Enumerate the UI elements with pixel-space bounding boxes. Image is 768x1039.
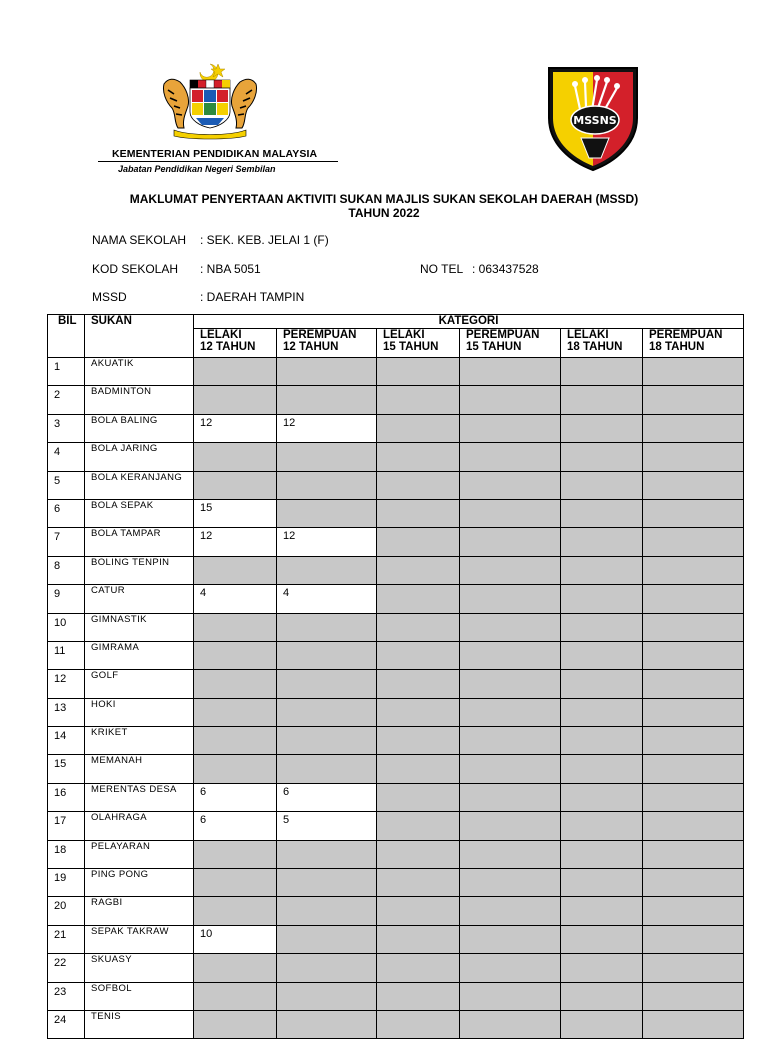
entry-cell bbox=[460, 982, 561, 1010]
entry-cell bbox=[277, 727, 377, 755]
entry-cell bbox=[460, 670, 561, 698]
sport-name: HOKI bbox=[85, 698, 194, 726]
row-number: 18 bbox=[48, 840, 85, 868]
table-row bbox=[48, 528, 744, 556]
mssns-shield-logo bbox=[545, 62, 641, 174]
table-row bbox=[48, 443, 744, 471]
entry-cell bbox=[643, 869, 744, 897]
entry-cell bbox=[460, 869, 561, 897]
row-number: 6 bbox=[48, 499, 85, 527]
category-header bbox=[377, 329, 460, 358]
category-label-line1: PEREMPUAN bbox=[466, 329, 540, 341]
entry-cell bbox=[561, 471, 643, 499]
entry-cell bbox=[561, 528, 643, 556]
entry-cell bbox=[643, 925, 744, 953]
entry-cell bbox=[377, 386, 460, 414]
entry-cell bbox=[561, 869, 643, 897]
entry-cell bbox=[643, 613, 744, 641]
entry-cell bbox=[460, 613, 561, 641]
row-number: 10 bbox=[48, 613, 85, 641]
entry-cell bbox=[561, 783, 643, 811]
entry-cell bbox=[561, 499, 643, 527]
entry-cell bbox=[643, 585, 744, 613]
entry-cell bbox=[277, 613, 377, 641]
participation-table bbox=[47, 314, 744, 1039]
entry-cell bbox=[194, 727, 277, 755]
entry-cell bbox=[194, 613, 277, 641]
sport-name: BOLING TENPIN bbox=[85, 556, 194, 584]
row-number: 11 bbox=[48, 641, 85, 669]
sport-name: TENIS bbox=[85, 1010, 194, 1038]
entry-cell bbox=[194, 358, 277, 386]
sport-name: GIMRAMA bbox=[85, 641, 194, 669]
entry-cell bbox=[377, 528, 460, 556]
entry-cell bbox=[377, 783, 460, 811]
category-label-line1: PEREMPUAN bbox=[283, 329, 357, 341]
entry-cell bbox=[377, 925, 460, 953]
entry-cell bbox=[277, 869, 377, 897]
entry-cell bbox=[277, 358, 377, 386]
sport-name: PING PONG bbox=[85, 869, 194, 897]
entry-cell bbox=[194, 869, 277, 897]
entry-cell bbox=[377, 1010, 460, 1038]
entry-cell bbox=[643, 982, 744, 1010]
entry-cell bbox=[561, 613, 643, 641]
entry-cell bbox=[460, 812, 561, 840]
table-row bbox=[48, 783, 744, 811]
entry-cell bbox=[194, 471, 277, 499]
entry-cell bbox=[643, 641, 744, 669]
entry-cell: 6 bbox=[194, 812, 277, 840]
entry-cell bbox=[377, 358, 460, 386]
entry-cell bbox=[643, 414, 744, 442]
category-header bbox=[643, 329, 744, 358]
entry-cell bbox=[277, 386, 377, 414]
entry-cell bbox=[460, 1010, 561, 1038]
sport-name: GOLF bbox=[85, 670, 194, 698]
table-row bbox=[48, 897, 744, 925]
entry-cell: 12 bbox=[277, 528, 377, 556]
entry-cell bbox=[277, 840, 377, 868]
entry-cell bbox=[643, 471, 744, 499]
entry-cell bbox=[460, 471, 561, 499]
header-kategori: KATEGORI bbox=[194, 315, 744, 329]
entry-cell bbox=[460, 755, 561, 783]
entry-cell bbox=[277, 670, 377, 698]
entry-cell: 12 bbox=[277, 414, 377, 442]
sport-name: SOFBOL bbox=[85, 982, 194, 1010]
row-number: 13 bbox=[48, 698, 85, 726]
entry-cell bbox=[561, 954, 643, 982]
entry-cell bbox=[561, 840, 643, 868]
sport-name: OLAHRAGA bbox=[85, 812, 194, 840]
entry-cell: 10 bbox=[194, 925, 277, 953]
entry-cell bbox=[194, 386, 277, 414]
table-row bbox=[48, 585, 744, 613]
entry-cell bbox=[460, 414, 561, 442]
table-row bbox=[48, 869, 744, 897]
sport-name: MEMANAH bbox=[85, 755, 194, 783]
entry-cell bbox=[460, 727, 561, 755]
entry-cell bbox=[377, 812, 460, 840]
sport-name: BOLA JARING bbox=[85, 443, 194, 471]
row-number: 7 bbox=[48, 528, 85, 556]
entry-cell bbox=[561, 812, 643, 840]
entry-cell: 12 bbox=[194, 528, 277, 556]
entry-cell bbox=[377, 585, 460, 613]
entry-cell bbox=[377, 613, 460, 641]
table-row bbox=[48, 727, 744, 755]
entry-cell bbox=[377, 556, 460, 584]
entry-cell bbox=[460, 954, 561, 982]
entry-cell bbox=[277, 925, 377, 953]
row-number: 3 bbox=[48, 414, 85, 442]
entry-cell bbox=[643, 386, 744, 414]
category-label-line2: 15 TAHUN bbox=[466, 341, 522, 353]
entry-cell bbox=[460, 925, 561, 953]
entry-cell bbox=[194, 982, 277, 1010]
entry-cell bbox=[277, 897, 377, 925]
category-header bbox=[194, 329, 277, 358]
sport-name: KRIKET bbox=[85, 727, 194, 755]
entry-cell bbox=[561, 585, 643, 613]
entry-cell bbox=[643, 1010, 744, 1038]
row-number: 1 bbox=[48, 358, 85, 386]
entry-cell bbox=[460, 585, 561, 613]
ministry-heading bbox=[98, 148, 338, 174]
mssns-logo-text: MSSNS bbox=[573, 114, 617, 127]
entry-cell bbox=[277, 471, 377, 499]
category-header bbox=[561, 329, 643, 358]
sport-name: BOLA KERANJANG bbox=[85, 471, 194, 499]
entry-cell bbox=[377, 869, 460, 897]
entry-cell: 4 bbox=[194, 585, 277, 613]
entry-cell bbox=[377, 670, 460, 698]
entry-cell bbox=[643, 670, 744, 698]
entry-cell bbox=[377, 755, 460, 783]
entry-cell bbox=[643, 556, 744, 584]
category-label-line2: 18 TAHUN bbox=[567, 341, 623, 353]
sport-name: BOLA TAMPAR bbox=[85, 528, 194, 556]
entry-cell bbox=[377, 954, 460, 982]
entry-cell bbox=[561, 358, 643, 386]
sport-name: AKUATIK bbox=[85, 358, 194, 386]
table-row bbox=[48, 755, 744, 783]
entry-cell bbox=[643, 783, 744, 811]
row-number: 23 bbox=[48, 982, 85, 1010]
entry-cell bbox=[460, 783, 561, 811]
entry-cell: 12 bbox=[194, 414, 277, 442]
header-sukan: SUKAN bbox=[85, 315, 194, 358]
sport-name: PELAYARAN bbox=[85, 840, 194, 868]
department-name: Jabatan Pendidikan Negeri Sembilan bbox=[118, 164, 276, 174]
sport-name: MERENTAS DESA bbox=[85, 783, 194, 811]
entry-cell bbox=[277, 698, 377, 726]
entry-cell bbox=[643, 698, 744, 726]
sport-name: BOLA BALING bbox=[85, 414, 194, 442]
entry-cell bbox=[194, 1010, 277, 1038]
entry-cell bbox=[377, 698, 460, 726]
sport-name: CATUR bbox=[85, 585, 194, 613]
sport-name: SEPAK TAKRAW bbox=[85, 925, 194, 953]
entry-cell bbox=[561, 897, 643, 925]
entry-cell bbox=[194, 556, 277, 584]
entry-cell bbox=[561, 670, 643, 698]
entry-cell bbox=[194, 641, 277, 669]
row-number: 17 bbox=[48, 812, 85, 840]
entry-cell bbox=[194, 670, 277, 698]
category-header bbox=[277, 329, 377, 358]
entry-cell bbox=[643, 812, 744, 840]
row-number: 12 bbox=[48, 670, 85, 698]
entry-cell bbox=[561, 1010, 643, 1038]
entry-cell bbox=[643, 528, 744, 556]
sport-name: SKUASY bbox=[85, 954, 194, 982]
entry-cell: 5 bbox=[277, 812, 377, 840]
entry-cell bbox=[643, 897, 744, 925]
tel-label: NO TEL bbox=[420, 262, 464, 276]
table-row bbox=[48, 698, 744, 726]
entry-cell bbox=[460, 840, 561, 868]
sport-name: BADMINTON bbox=[85, 386, 194, 414]
category-label-line1: LELAKI bbox=[200, 329, 242, 341]
table-row bbox=[48, 613, 744, 641]
row-number: 2 bbox=[48, 386, 85, 414]
entry-cell bbox=[460, 641, 561, 669]
entry-cell bbox=[194, 840, 277, 868]
entry-cell bbox=[561, 641, 643, 669]
entry-cell bbox=[643, 727, 744, 755]
entry-cell bbox=[643, 755, 744, 783]
entry-cell: 6 bbox=[277, 783, 377, 811]
document-title-line1: MAKLUMAT PENYERTAAN AKTIVITI SUKAN MAJLIS SUKAN SEKOLAH DAERAH (MSSD) bbox=[129, 192, 639, 206]
table-row bbox=[48, 670, 744, 698]
row-number: 19 bbox=[48, 869, 85, 897]
entry-cell bbox=[377, 727, 460, 755]
entry-cell bbox=[377, 443, 460, 471]
entry-cell: 6 bbox=[194, 783, 277, 811]
table-row bbox=[48, 641, 744, 669]
table-row bbox=[48, 840, 744, 868]
table-row bbox=[48, 358, 744, 386]
entry-cell bbox=[377, 499, 460, 527]
mssd-label: MSSD bbox=[92, 290, 127, 304]
entry-cell bbox=[194, 698, 277, 726]
category-header bbox=[460, 329, 561, 358]
entry-cell bbox=[460, 443, 561, 471]
entry-cell bbox=[643, 954, 744, 982]
table-row bbox=[48, 812, 744, 840]
sport-name: GIMNASTIK bbox=[85, 613, 194, 641]
table-row bbox=[48, 414, 744, 442]
entry-cell bbox=[277, 556, 377, 584]
row-number: 4 bbox=[48, 443, 85, 471]
entry-cell bbox=[643, 840, 744, 868]
entry-cell bbox=[377, 471, 460, 499]
entry-cell bbox=[460, 386, 561, 414]
entry-cell bbox=[277, 1010, 377, 1038]
entry-cell bbox=[194, 954, 277, 982]
entry-cell bbox=[377, 414, 460, 442]
row-number: 21 bbox=[48, 925, 85, 953]
entry-cell: 15 bbox=[194, 499, 277, 527]
entry-cell bbox=[277, 982, 377, 1010]
table-row bbox=[48, 925, 744, 953]
entry-cell bbox=[460, 358, 561, 386]
entry-cell bbox=[561, 414, 643, 442]
category-label-line2: 12 TAHUN bbox=[200, 341, 256, 353]
ministry-crest-logo bbox=[160, 62, 260, 140]
entry-cell bbox=[561, 755, 643, 783]
row-number: 14 bbox=[48, 727, 85, 755]
table-row bbox=[48, 471, 744, 499]
entry-cell bbox=[561, 698, 643, 726]
entry-cell bbox=[561, 386, 643, 414]
entry-cell bbox=[377, 840, 460, 868]
mssd-value: : DAERAH TAMPIN bbox=[200, 290, 305, 304]
school-code-value: : NBA 5051 bbox=[200, 262, 261, 276]
entry-cell bbox=[643, 499, 744, 527]
sport-name: BOLA SEPAK bbox=[85, 499, 194, 527]
category-label-line2: 18 TAHUN bbox=[649, 341, 705, 353]
table-row bbox=[48, 982, 744, 1010]
school-name-value: : SEK. KEB. JELAI 1 (F) bbox=[200, 233, 329, 247]
row-number: 20 bbox=[48, 897, 85, 925]
category-label-line2: 15 TAHUN bbox=[383, 341, 439, 353]
table-row bbox=[48, 556, 744, 584]
document-title-line2: TAHUN 2022 bbox=[348, 206, 420, 220]
row-number: 5 bbox=[48, 471, 85, 499]
category-label-line1: LELAKI bbox=[383, 329, 425, 341]
row-number: 15 bbox=[48, 755, 85, 783]
row-number: 16 bbox=[48, 783, 85, 811]
entry-cell bbox=[460, 556, 561, 584]
entry-cell bbox=[194, 443, 277, 471]
entry-cell bbox=[460, 528, 561, 556]
school-name-label: NAMA SEKOLAH bbox=[92, 233, 187, 247]
category-label-line2: 12 TAHUN bbox=[283, 341, 339, 353]
table-row bbox=[48, 499, 744, 527]
entry-cell bbox=[561, 982, 643, 1010]
sport-name: RAGBI bbox=[85, 897, 194, 925]
entry-cell bbox=[643, 358, 744, 386]
entry-cell bbox=[561, 925, 643, 953]
entry-cell bbox=[561, 443, 643, 471]
header-bil: BIL bbox=[48, 315, 85, 358]
entry-cell bbox=[194, 897, 277, 925]
entry-cell bbox=[377, 641, 460, 669]
table-body bbox=[48, 358, 744, 1039]
entry-cell bbox=[561, 556, 643, 584]
entry-cell bbox=[561, 727, 643, 755]
entry-cell bbox=[277, 954, 377, 982]
entry-cell: 4 bbox=[277, 585, 377, 613]
entry-cell bbox=[377, 982, 460, 1010]
category-label-line1: PEREMPUAN bbox=[649, 329, 723, 341]
table-row bbox=[48, 954, 744, 982]
entry-cell bbox=[277, 755, 377, 783]
entry-cell bbox=[277, 641, 377, 669]
entry-cell bbox=[643, 443, 744, 471]
row-number: 24 bbox=[48, 1010, 85, 1038]
entry-cell bbox=[460, 499, 561, 527]
school-code-label: KOD SEKOLAH bbox=[92, 262, 179, 276]
row-number: 22 bbox=[48, 954, 85, 982]
entry-cell bbox=[460, 897, 561, 925]
row-number: 8 bbox=[48, 556, 85, 584]
entry-cell bbox=[460, 698, 561, 726]
ministry-name: KEMENTERIAN PENDIDIKAN MALAYSIA bbox=[98, 148, 338, 162]
table-row bbox=[48, 386, 744, 414]
entry-cell bbox=[377, 897, 460, 925]
tel-value: : 063437528 bbox=[472, 262, 539, 276]
row-number: 9 bbox=[48, 585, 85, 613]
category-label-line1: LELAKI bbox=[567, 329, 609, 341]
entry-cell bbox=[194, 755, 277, 783]
table-row bbox=[48, 1010, 744, 1038]
entry-cell bbox=[277, 499, 377, 527]
entry-cell bbox=[277, 443, 377, 471]
